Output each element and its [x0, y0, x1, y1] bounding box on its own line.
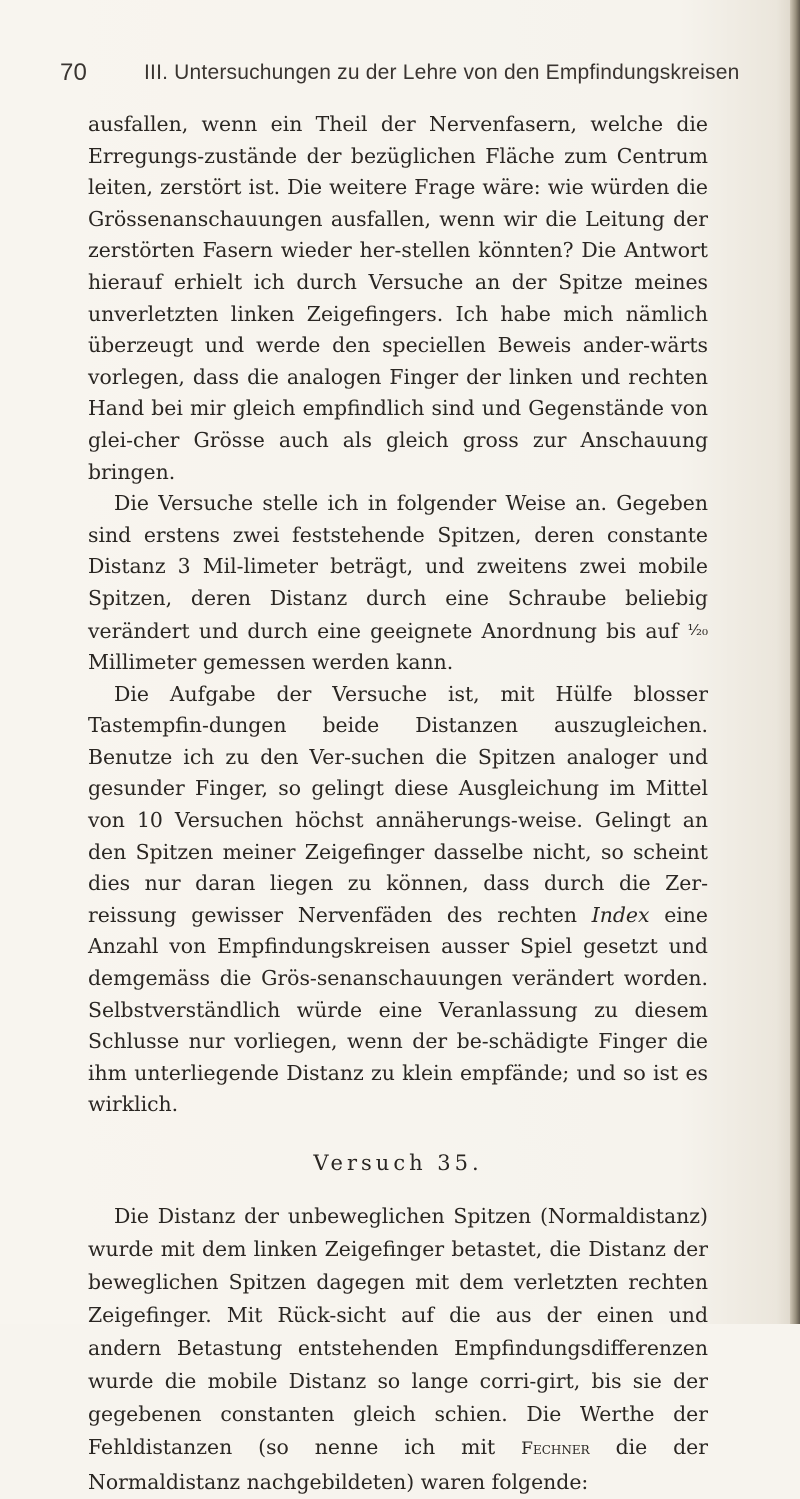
text-segment: Index [591, 902, 650, 927]
text-segment: Die Aufgabe der Versuche ist, mit Hülfe blosser Tastempfin-dungen beide Distanzen auszugleichen. Benutze ich zu den Ver-suchen die Spitzen analoger und gesunder Finger, so gelingt diese Ausgleichung im Mittel von 10 Versuchen höchst annäherungs-weise. Gelingt an den Spitzen meiner Zeigefinger dasselbe nicht, so scheint dies nur daran liegen zu können, dass durch die Zer-reissung gewisser Nervenfäden des rechten [88, 681, 708, 927]
section-heading: Versuch 35. [313, 1151, 483, 1175]
text-segment: ¹⁄₂₀ [687, 620, 708, 639]
text-segment: Die Distanz der unbeweglichen Spitzen (Normaldistanz) wurde mit dem linken Zeigefinger betastet, die Distanz der beweglichen Spitzen dagegen mit dem verletzten rechten Zeigefinger. Mit Rück-sicht auf die aus der einen und andern Betastung entstehenden Empfindungsdifferenzen wurde die mobile Distanz so lange corri-girt, bis sie der gegebenen constanten gleich schien. Die Werthe der Fehldistanzen (so nenne ich mit [88, 1203, 708, 1459]
text-segment: die der Normaldistanz nachgebildeten) waren folgende: [88, 1434, 708, 1494]
text-segment: Millimeter gemessen werden kann. [88, 650, 454, 675]
section-body [88, 1200, 708, 1499]
paragraph-p1 [88, 109, 708, 488]
text-segment: Fechner [521, 1438, 590, 1459]
page-number: 70 [60, 59, 88, 86]
paragraph-p3 [88, 679, 708, 1121]
paragraph-list [88, 109, 708, 1121]
page-spine-edge [790, 0, 800, 1324]
text-segment: eine Anzahl von Empfindungskreisen ausser Spiel gesetzt und demgemäss die Grös-senanschauungen verändert worden. Selbstverständlich würde eine Veranlassung zu diesem Schlusse nur vorliegen, wenn der be-schädigte Finger die ihm unterliegende Distanz zu klein empfände; und so ist es wirklich. [88, 902, 708, 1117]
running-title: III. Untersuchungen zu der Lehre von den Empfindungskreisen [144, 61, 740, 84]
text-segment: Die Versuche stelle ich in folgender Weise an. Gegeben sind erstens zwei feststehende Spitzen, deren constante Distanz 3 Mil-limeter beträgt, und zweitens zwei mobile Spitzen, deren Distanz durch eine Schraube beliebig verändert und durch eine geeignete Anordnung bis auf [88, 491, 708, 643]
body-text [88, 109, 708, 1499]
paragraph-p4 [88, 1200, 708, 1499]
running-header [60, 57, 780, 91]
paragraph-p2 [88, 488, 708, 679]
text-segment: ausfallen, wenn ein Theil der Nervenfasern, welche die Erregungs-zustände der bezüglichen Fläche zum Centrum leiten, zerstört ist. Die weitere Frage wäre: wie würden die Grössenanschauungen ausfallen, wenn wir die Leitung der zerstörten Fasern wieder her-stellen könnten? Die Antwort hierauf erhielt ich durch Versuche an der Spitze meines unverletzten linken Zeigefingers. Ich habe mich nämlich überzeugt und werde den speciellen Beweis ander-wärts vorlegen, dass die analogen Finger der linken und rechten Hand bei mir gleich empfindlich sind und Gegenstände von glei-cher Grösse auch als gleich gross zur Anschauung bringen. [88, 112, 708, 484]
